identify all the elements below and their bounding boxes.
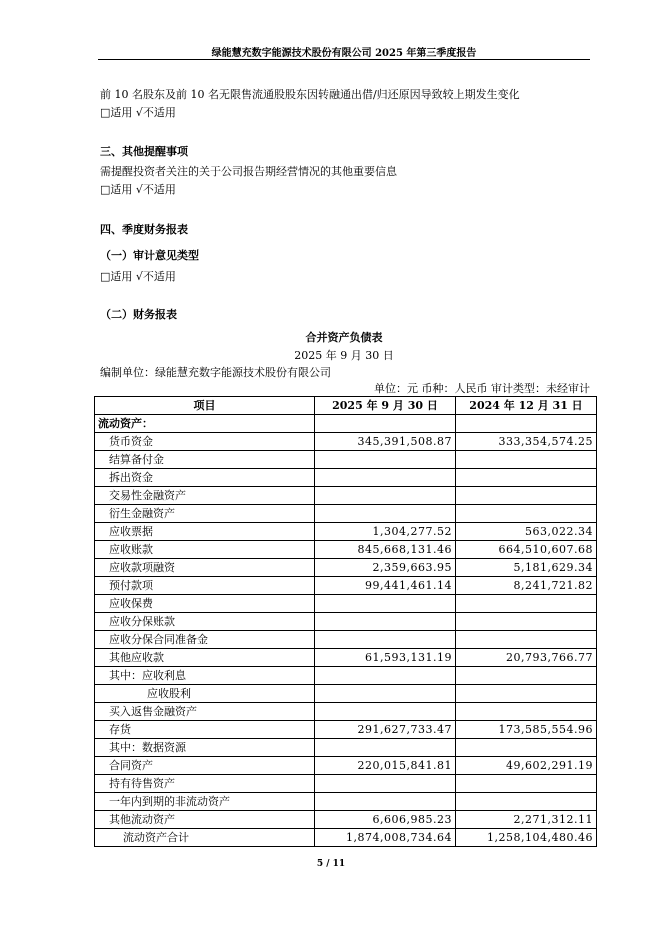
row-current-value <box>315 667 456 685</box>
row-current-value <box>315 505 456 523</box>
row-prior-value <box>456 739 597 757</box>
row-prior-value: 20,793,766.77 <box>456 649 597 667</box>
header-item: 项目 <box>95 397 315 415</box>
row-item-label: 持有待售资产 <box>95 775 315 793</box>
row-item-label: 应收分保合同准备金 <box>95 631 315 649</box>
row-current-value <box>315 469 456 487</box>
row-item-label: 合同资产 <box>95 757 315 775</box>
row-item-label: 应收票据 <box>95 523 315 541</box>
row-item-label: 流动资产： <box>95 415 315 433</box>
row-item-label: 其中：应收利息 <box>95 667 315 685</box>
row-item-label: 其他流动资产 <box>95 811 315 829</box>
section-4-sub1-option: □适用 √不适用 <box>100 270 176 283</box>
row-prior-value: 49,602,291.19 <box>456 757 597 775</box>
row-prior-value <box>456 469 597 487</box>
table-row <box>95 721 597 739</box>
row-item-label: 结算备付金 <box>95 451 315 469</box>
report-company: 编制单位：绿能慧充数字能源技术股份有限公司 <box>100 366 331 379</box>
row-prior-value <box>456 613 597 631</box>
balance-sheet-table <box>94 396 597 847</box>
row-prior-value <box>456 415 597 433</box>
row-current-value: 99,441,461.14 <box>315 577 456 595</box>
section-3-option: □适用 √不适用 <box>100 183 176 196</box>
table-row <box>95 451 597 469</box>
row-item-label: 其他应收款 <box>95 649 315 667</box>
section-3-title: 三、其他提醒事项 <box>100 145 188 158</box>
section-4-sub2-title: （二）财务报表 <box>100 308 177 321</box>
row-prior-value <box>456 685 597 703</box>
table-row <box>95 757 597 775</box>
row-item-label: 应收保费 <box>95 595 315 613</box>
row-current-value <box>315 739 456 757</box>
row-current-value: 220,015,841.81 <box>315 757 456 775</box>
row-current-value <box>315 487 456 505</box>
table-row <box>95 541 597 559</box>
shareholder-change-option: □适用 √不适用 <box>100 106 176 119</box>
row-item-label: 应收股利 <box>95 685 315 703</box>
row-item-label: 应收款项融资 <box>95 559 315 577</box>
row-prior-value: 8,241,721.82 <box>456 577 597 595</box>
row-current-value: 1,304,277.52 <box>315 523 456 541</box>
table-row <box>95 487 597 505</box>
row-item-label: 其中：数据资源 <box>95 739 315 757</box>
row-prior-value <box>456 595 597 613</box>
row-prior-value <box>456 775 597 793</box>
row-item-label: 衍生金融资产 <box>95 505 315 523</box>
table-row <box>95 505 597 523</box>
row-current-value: 2,359,663.95 <box>315 559 456 577</box>
page-number: 5 / 11 <box>316 859 346 869</box>
table-row <box>95 613 597 631</box>
table-row <box>95 685 597 703</box>
row-item-label: 一年内到期的非流动资产 <box>95 793 315 811</box>
table-row <box>95 523 597 541</box>
row-current-value <box>315 595 456 613</box>
table-row <box>95 415 597 433</box>
table-row <box>95 829 597 847</box>
row-current-value <box>315 415 456 433</box>
section-3-text: 需提醒投资者关注的关于公司报告期经营情况的其他重要信息 <box>100 165 397 178</box>
report-title: 合并资产负债表 <box>305 331 383 344</box>
report-unit-info: 单位：元 币种：人民币 审计类型：未经审计 <box>374 382 590 395</box>
row-current-value <box>315 631 456 649</box>
table-row <box>95 595 597 613</box>
row-prior-value <box>456 793 597 811</box>
section-4-title: 四、季度财务报表 <box>100 223 188 236</box>
shareholder-change-text: 前 10 名股东及前 10 名无限售流通股股东因转融通出借/归还原因导致较上期发生变化 <box>100 88 520 101</box>
table-row <box>95 775 597 793</box>
row-current-value: 345,391,508.87 <box>315 433 456 451</box>
document-header: 绿能慧充数字能源技术股份有限公司 2025 年第三季度报告 <box>98 44 590 60</box>
table-row <box>95 559 597 577</box>
table-row <box>95 667 597 685</box>
row-item-label: 存货 <box>95 721 315 739</box>
row-current-value: 291,627,733.47 <box>315 721 456 739</box>
table-row <box>95 631 597 649</box>
row-prior-value: 333,354,574.25 <box>456 433 597 451</box>
row-current-value: 1,874,008,734.64 <box>315 829 456 847</box>
table-row <box>95 793 597 811</box>
row-prior-value <box>456 703 597 721</box>
row-item-label: 拆出资金 <box>95 469 315 487</box>
table-row <box>95 577 597 595</box>
row-prior-value: 2,271,312.11 <box>456 811 597 829</box>
row-current-value <box>315 793 456 811</box>
row-item-label: 交易性金融资产 <box>95 487 315 505</box>
row-item-label: 应收账款 <box>95 541 315 559</box>
row-item-label: 预付款项 <box>95 577 315 595</box>
section-4-sub1-title: （一）审计意见类型 <box>100 249 199 262</box>
row-current-value <box>315 685 456 703</box>
row-current-value: 61,593,131.19 <box>315 649 456 667</box>
table-row <box>95 433 597 451</box>
row-item-label: 买入返售金融资产 <box>95 703 315 721</box>
row-current-value: 845,668,131.46 <box>315 541 456 559</box>
row-prior-value <box>456 667 597 685</box>
table-row <box>95 739 597 757</box>
row-current-value: 6,606,985.23 <box>315 811 456 829</box>
row-prior-value <box>456 631 597 649</box>
row-prior-value <box>456 487 597 505</box>
row-prior-value: 173,585,554.96 <box>456 721 597 739</box>
row-prior-value <box>456 451 597 469</box>
table-row <box>95 811 597 829</box>
row-prior-value: 664,510,607.68 <box>456 541 597 559</box>
row-item-label: 流动资产合计 <box>95 829 315 847</box>
table-header-row <box>95 397 597 415</box>
row-current-value <box>315 703 456 721</box>
header-prior-period: 2024 年 12 月 31 日 <box>456 397 597 415</box>
row-prior-value: 1,258,104,480.46 <box>456 829 597 847</box>
table-row <box>95 703 597 721</box>
row-item-label: 应收分保账款 <box>95 613 315 631</box>
row-prior-value <box>456 505 597 523</box>
table-row <box>95 649 597 667</box>
row-current-value <box>315 775 456 793</box>
table-row <box>95 469 597 487</box>
row-item-label: 货币资金 <box>95 433 315 451</box>
row-current-value <box>315 451 456 469</box>
row-prior-value: 5,181,629.34 <box>456 559 597 577</box>
header-current-period: 2025 年 9 月 30 日 <box>315 397 456 415</box>
report-date: 2025 年 9 月 30 日 <box>294 349 394 362</box>
row-prior-value: 563,022.34 <box>456 523 597 541</box>
row-current-value <box>315 613 456 631</box>
